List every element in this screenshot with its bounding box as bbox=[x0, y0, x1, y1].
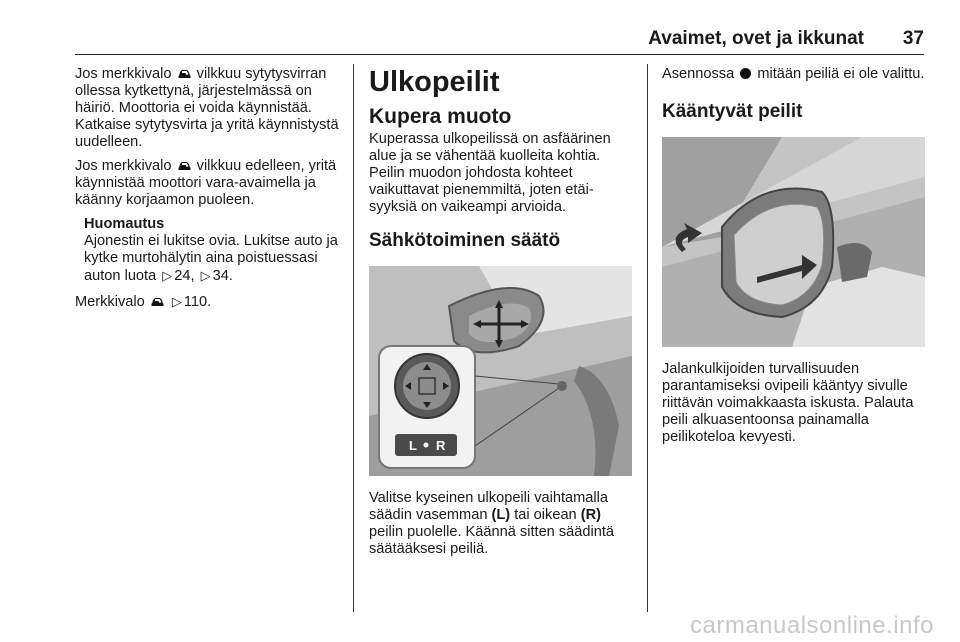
car-key-icon bbox=[178, 160, 191, 171]
paragraph: Merkkivalo ▷ 110. bbox=[75, 294, 212, 310]
watermark: carmanualsonline.info bbox=[690, 612, 934, 639]
paragraph: Jos merkkivalo vilkkuu edelleen, yritä käynnistää moottori vara-avaimella ja käänny korjaamon puoleen. bbox=[75, 158, 337, 208]
page-reference[interactable]: 34. bbox=[212, 268, 233, 284]
paragraph: Jalankulkijoiden turvallisuuden parantamiseksi ovipeili kääntyy sivulle riittävän voimakkaasta iskusta. Palauta peili alkuasentoonsa painamalla peilikoteloa kevyesti. bbox=[662, 361, 914, 445]
reference-arrow-icon: ▷ bbox=[162, 268, 173, 283]
note-title: Huomautus bbox=[84, 216, 165, 232]
page-reference[interactable]: 24, bbox=[174, 268, 195, 284]
column-3 bbox=[662, 66, 926, 453]
section-heading: Ulkopeilit bbox=[369, 66, 500, 98]
car-key-icon bbox=[178, 68, 191, 79]
reference-arrow-icon: ▷ bbox=[171, 294, 182, 309]
subsection-heading: Kääntyvät peilit bbox=[662, 101, 803, 122]
page-title: Avaimet, ovet ja ikkunat bbox=[648, 28, 864, 49]
page-number: 37 bbox=[902, 28, 924, 49]
paragraph: Valitse kyseinen ulkopeili vaihtamalla säädin vasemman (L) tai oikean (R) peilin puolelle. Käännä sitten säädintä säätääksesi peiliä. bbox=[369, 490, 615, 557]
column-1 bbox=[75, 66, 343, 318]
paragraph: Asennossa mitään peiliä ei ole valittu. bbox=[662, 66, 925, 82]
subsection-heading: Sähkötoiminen säätö bbox=[369, 230, 561, 251]
note-box: Huomautus Ajonestin ei lukitse ovia. Lukitse auto ja kytke murtohälytin aina poistuessasi auton luota ▷ 24, ▷ 34. bbox=[84, 216, 343, 285]
subsection-heading: Kupera muoto bbox=[369, 105, 512, 128]
paragraph: Jos merkkivalo vilkkuu sytytysvirran ollessa kytkettynä, järjestelmässä on häiriö. Moottoria ei voida käynnistää. Katkaise sytytysvirta ja yritä käynnistystä uudelleen. bbox=[75, 66, 339, 150]
column-divider bbox=[647, 64, 648, 612]
column-2 bbox=[369, 66, 633, 565]
right-mirror-label: R bbox=[436, 438, 446, 453]
folding-mirror-illustration bbox=[662, 137, 925, 347]
page-header bbox=[75, 28, 924, 55]
car-key-icon bbox=[151, 296, 164, 307]
left-mirror-label: L bbox=[409, 438, 417, 453]
mirror-control-illustration bbox=[369, 266, 632, 476]
column-divider bbox=[353, 64, 354, 612]
reference-arrow-icon: ▷ bbox=[200, 268, 211, 283]
page-reference[interactable]: 110. bbox=[183, 294, 212, 310]
filled-circle-icon bbox=[740, 68, 751, 79]
paragraph: Kuperassa ulkopeilissä on asfäärinen alue ja se vähentää kuolleita kohtia. Peilin muodon johdosta kohteet vaikuttavat pienemmiltä, joten etäisyyksiä on vaikeampi arvioida. bbox=[369, 131, 611, 215]
